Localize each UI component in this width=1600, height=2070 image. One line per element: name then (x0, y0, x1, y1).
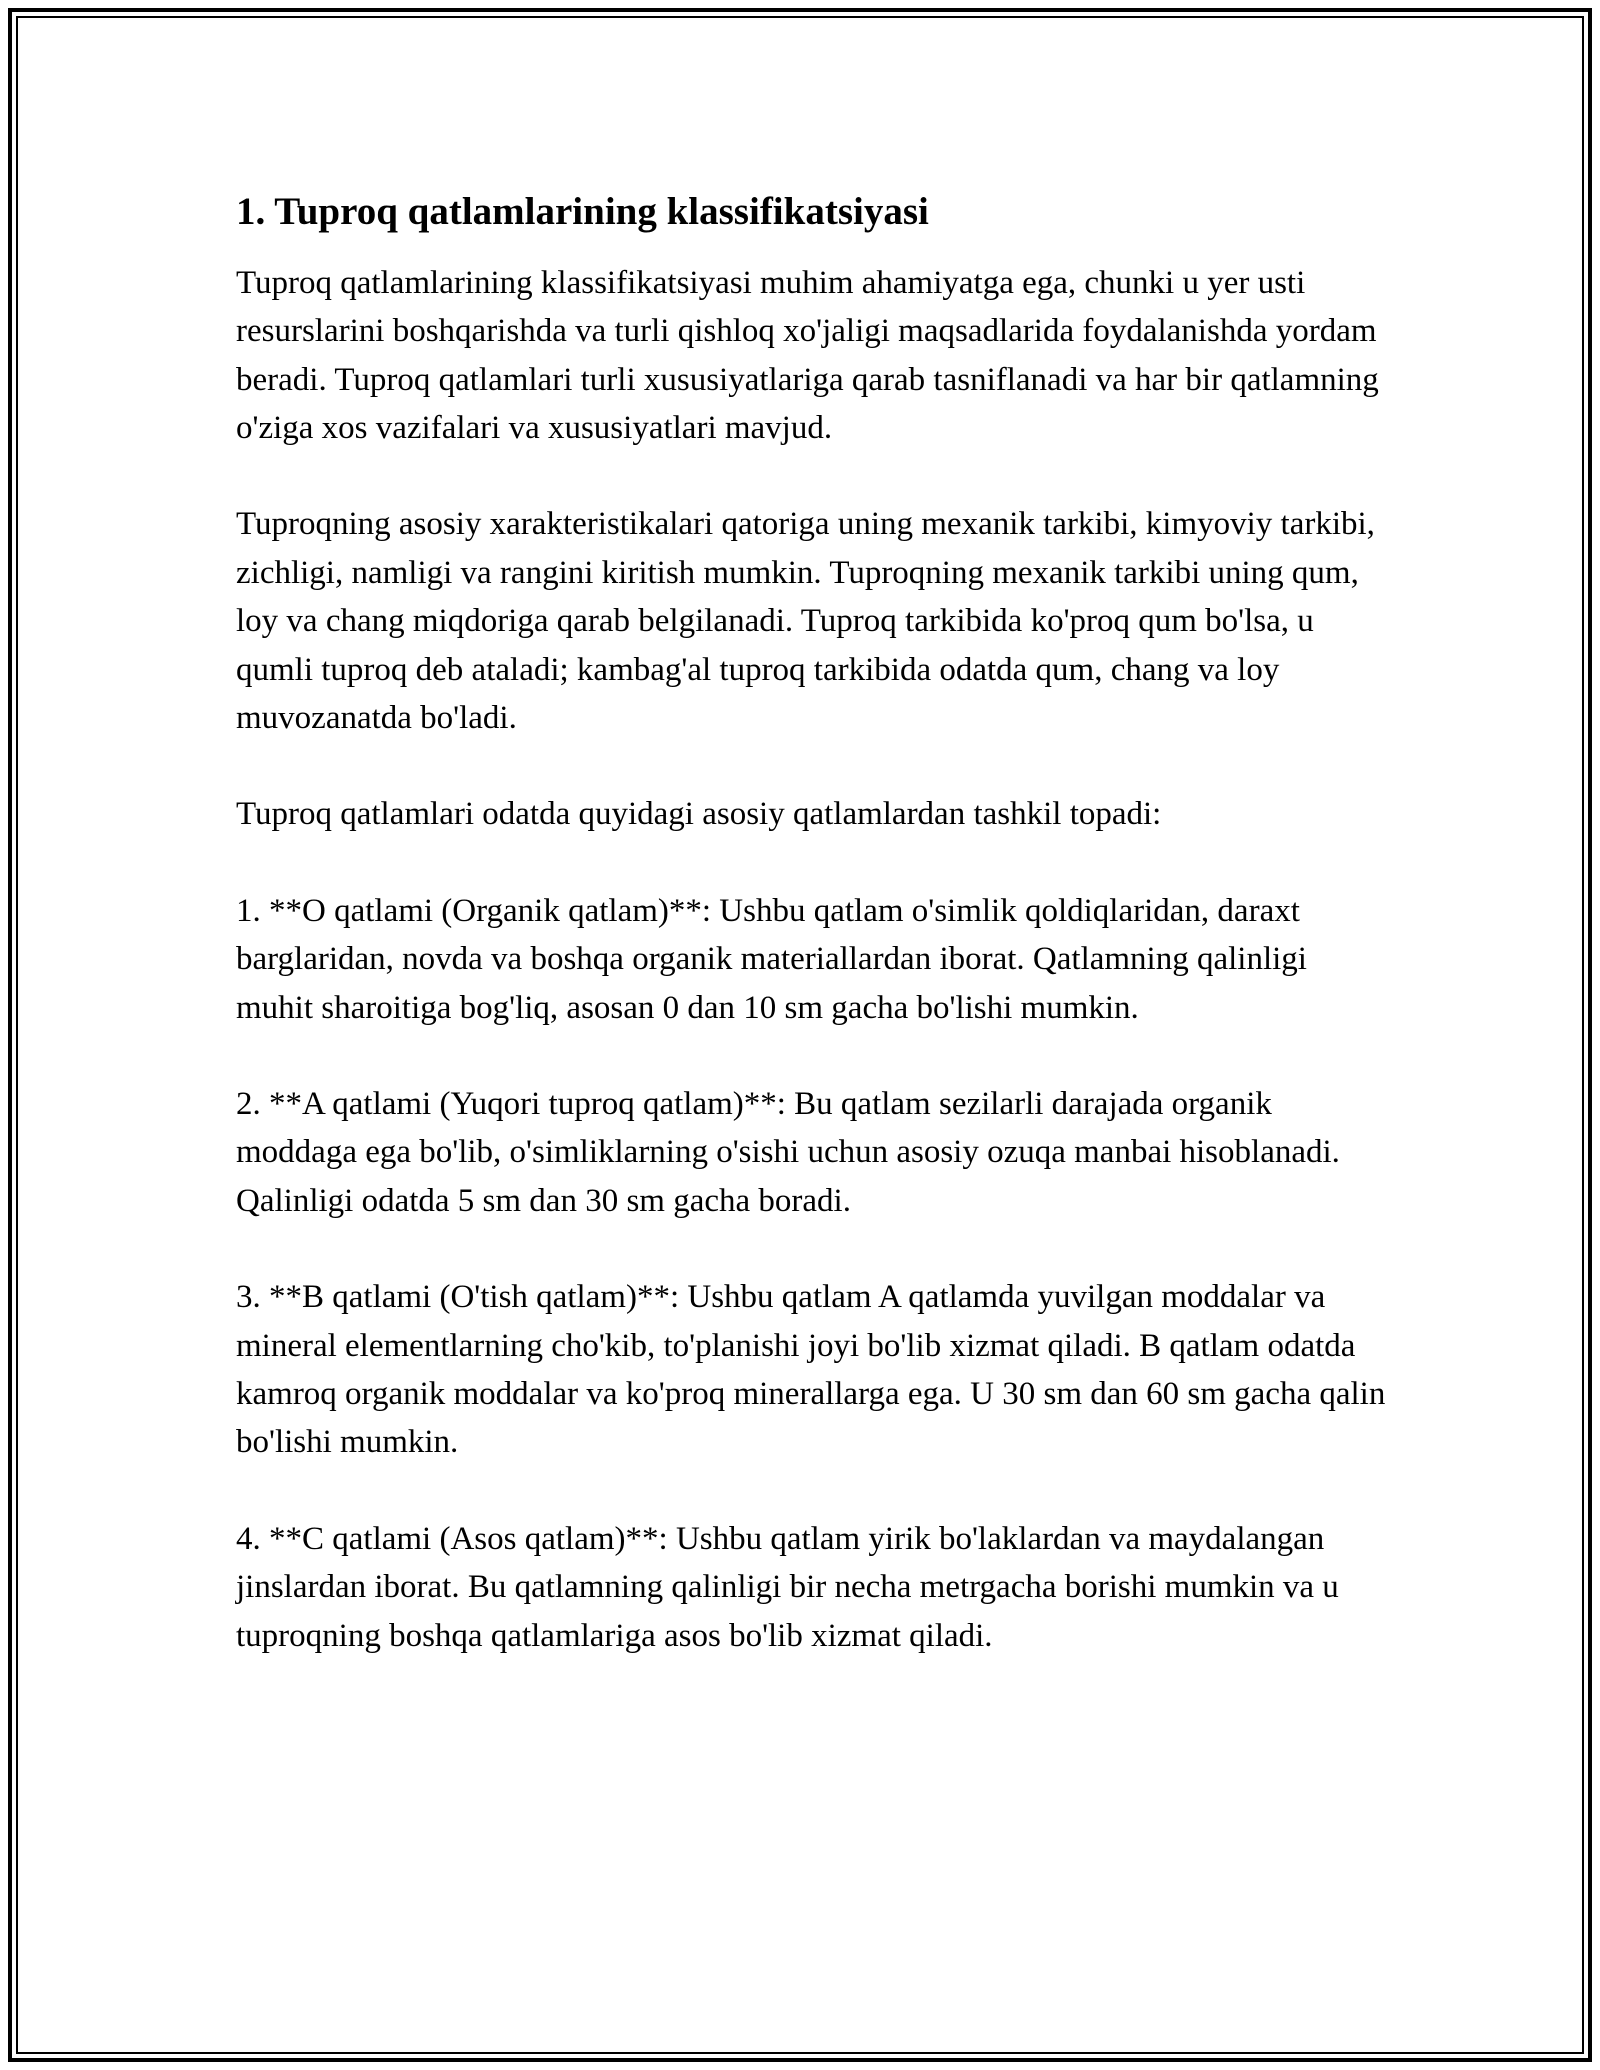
intro-paragraph: Tuproq qatlamlarining klassifikatsiyasi muhim ahamiyatga ega, chunki u yer usti resurslarini boshqarishda va turli qishloq xo'jaligi maqsadlarida foydalanishda yordam beradi. Tuproq qatlamlari turli xususiyatlariga qarab tasniflanadi va har bir qatlamning o'ziga xos vazifalari va xususiyatlari mavjud. (236, 264, 1379, 446)
layer-o-paragraph: 1. **O qatlami (Organik qatlam)**: Ushbu qatlam o'simlik qoldiqlaridan, daraxt barglaridan, novda va boshqa organik materiallardan iborat. Qatlamning qalinligi muhit sharoitiga bog'liq, asosan 0 dan 10 sm gacha bo'lishi mumkin. (236, 892, 1307, 1026)
layers-intro-paragraph: Tuproq qatlamlari odatda quyidagi asosiy qatlamlardan tashkil topadi: (236, 796, 1162, 833)
layer-b-paragraph: 3. **B qatlami (O'tish qatlam)**: Ushbu qatlam A qatlamda yuvilgan moddalar va mineral elementlarning cho'kib, to'planishi joyi bo'lib xizmat qiladi. B qatlam odatda kamroq organik moddalar va ko'proq minerallarga ega. U 30 sm dan 60 sm gacha qalin bo'lishi mumkin. (236, 1279, 1386, 1461)
section-heading: 1. Tuproq qatlamlarining klassifikatsiyasi (236, 190, 929, 233)
layer-c-paragraph: 4. **C qatlami (Asos qatlam)**: Ushbu qatlam yirik bo'laklardan va maydalangan jinslardan iborat. Bu qatlamning qalinligi bir necha metrgacha borishi mumkin va u tuproqning boshqa qatlamlariga asos bo'lib xizmat qiladi. (236, 1520, 1339, 1654)
document-body (236, 188, 1386, 1708)
layer-a-paragraph: 2. **A qatlami (Yuqori tuproq qatlam)**: Bu qatlam sezilarli darajada organik moddaga ega bo'lib, o'simliklarning o'sishi uchun asosiy ozuqa manbai hisoblanadi. Qalinligi odatda 5 sm dan 30 sm gacha boradi. (236, 1086, 1340, 1219)
characteristics-paragraph: Tuproqning asosiy xarakteristikalari qatoriga uning mexanik tarkibi, kimyoviy tarkibi, zichligi, namligi va rangini kiritish mumkin. Tuproqning mexanik tarkibi uning qum, loy va chang miqdoriga qarab belgilanadi. Tuproq tarkibida ko'proq qum bo'lsa, u qumli tuproq deb ataladi; kambag'al tuproq tarkibida odatda qum, chang va loy muvozanatda bo'ladi. (236, 506, 1375, 736)
